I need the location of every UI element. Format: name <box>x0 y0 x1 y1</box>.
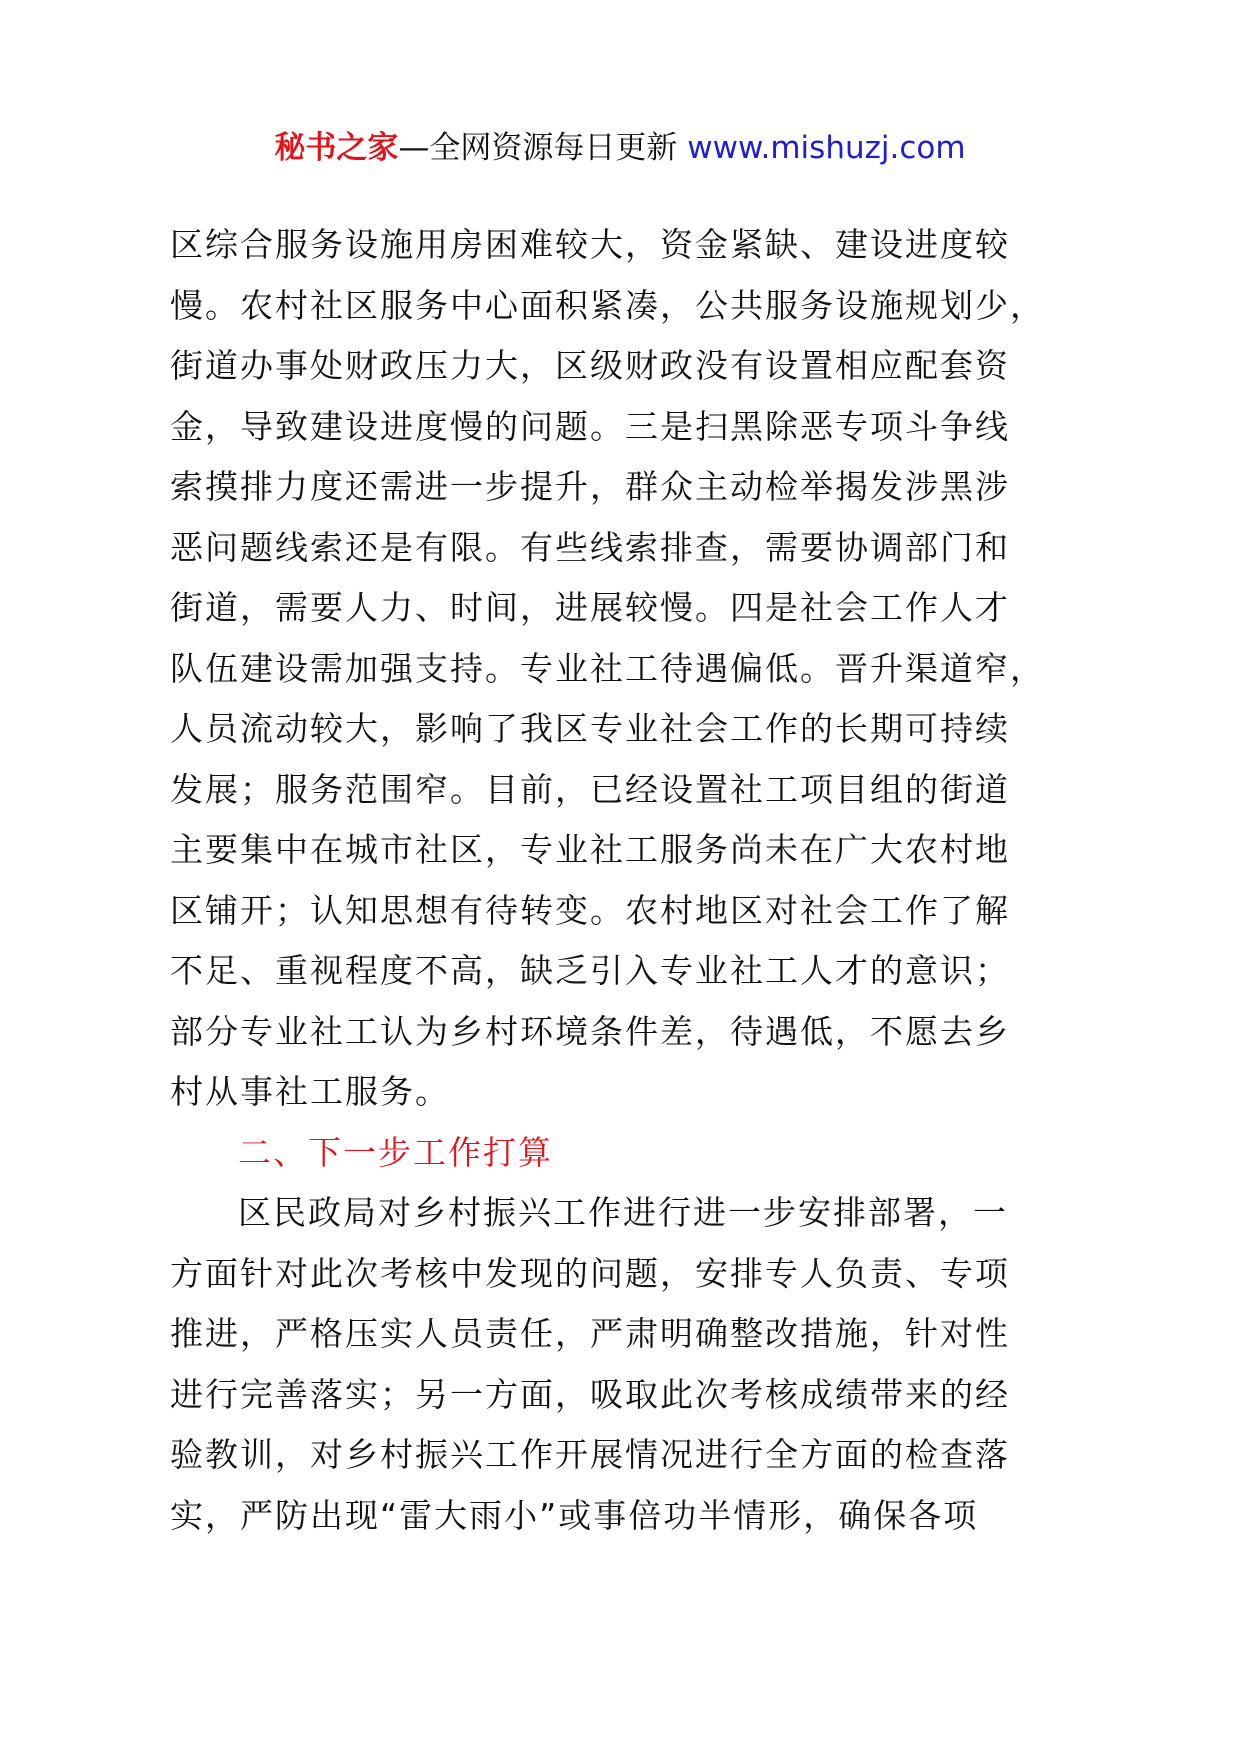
text-line: 推进，严格压实人员责任，严肃明确整改措施，针对性 <box>170 1314 1010 1353</box>
text-line: 主要集中在城市社区，专业社工服务尚未在广大农村地 <box>170 830 1010 869</box>
header-tagline: —全网资源每日更新 <box>398 130 688 166</box>
text-line: 方面针对此次考核中发现的问题，安排专人负责、专项 <box>170 1253 1010 1293</box>
text-line: 队伍建设需加强支持。专业社工待遇偏低。晋升渠道窄， <box>170 648 1045 688</box>
text-line: 区综合服务设施用房困难较大，资金紧缺、建设进度较 <box>170 225 1010 264</box>
text-line: 验教训，对乡村振兴工作开展情况进行全方面的检查落 <box>170 1435 1010 1474</box>
text-line: 恶问题线索还是有限。有些线索排查，需要协调部门和 <box>170 527 1010 567</box>
page-header <box>0 128 1240 168</box>
text-line: 部分专业社工认为乡村环境条件差，待遇低，不愿去乡 <box>170 1011 1010 1051</box>
document-body <box>170 215 1070 1546</box>
text-line: 街道，需要人力、时间，进展较慢。四是社会工作人才 <box>170 588 1010 627</box>
text-line: 发展；服务范围窄。目前，已经设置社工项目组的街道 <box>170 769 1010 809</box>
text-line: 索摸排力度还需进一步提升，群众主动检举揭发涉黑涉 <box>170 467 1010 506</box>
section-heading: 二、下一步工作打算 <box>238 1132 553 1172</box>
text-line: 区铺开；认知思想有待转变。农村地区对社会工作了解 <box>170 890 1010 930</box>
text-line: 实，严防出现“雷大雨小”或事倍功半情形，确保各项 <box>170 1495 979 1535</box>
text-line: 不足、重视程度不高，缺乏引入专业社工人才的意识； <box>170 951 1010 990</box>
site-url-link[interactable]: www.mishuzj.com <box>687 130 966 166</box>
brand-name: 秘书之家 <box>274 130 399 166</box>
text-line: 慢。农村社区服务中心面积紧凑，公共服务设施规划少， <box>170 285 1045 325</box>
text-line: 街道办事处财政压力大，区级财政没有设置相应配套资 <box>170 346 1010 385</box>
text-line: 进行完善落实；另一方面，吸取此次考核成绩带来的经 <box>170 1374 1010 1414</box>
text-line: 村从事社工服务。 <box>170 1072 450 1111</box>
text-line: 区民政局对乡村振兴工作进行进一步安排部署，一 <box>238 1193 1008 1232</box>
text-line: 金，导致建设进度慢的问题。三是扫黑除恶专项斗争线 <box>170 406 1010 446</box>
text-line: 人员流动较大，影响了我区专业社会工作的长期可持续 <box>170 709 1010 748</box>
